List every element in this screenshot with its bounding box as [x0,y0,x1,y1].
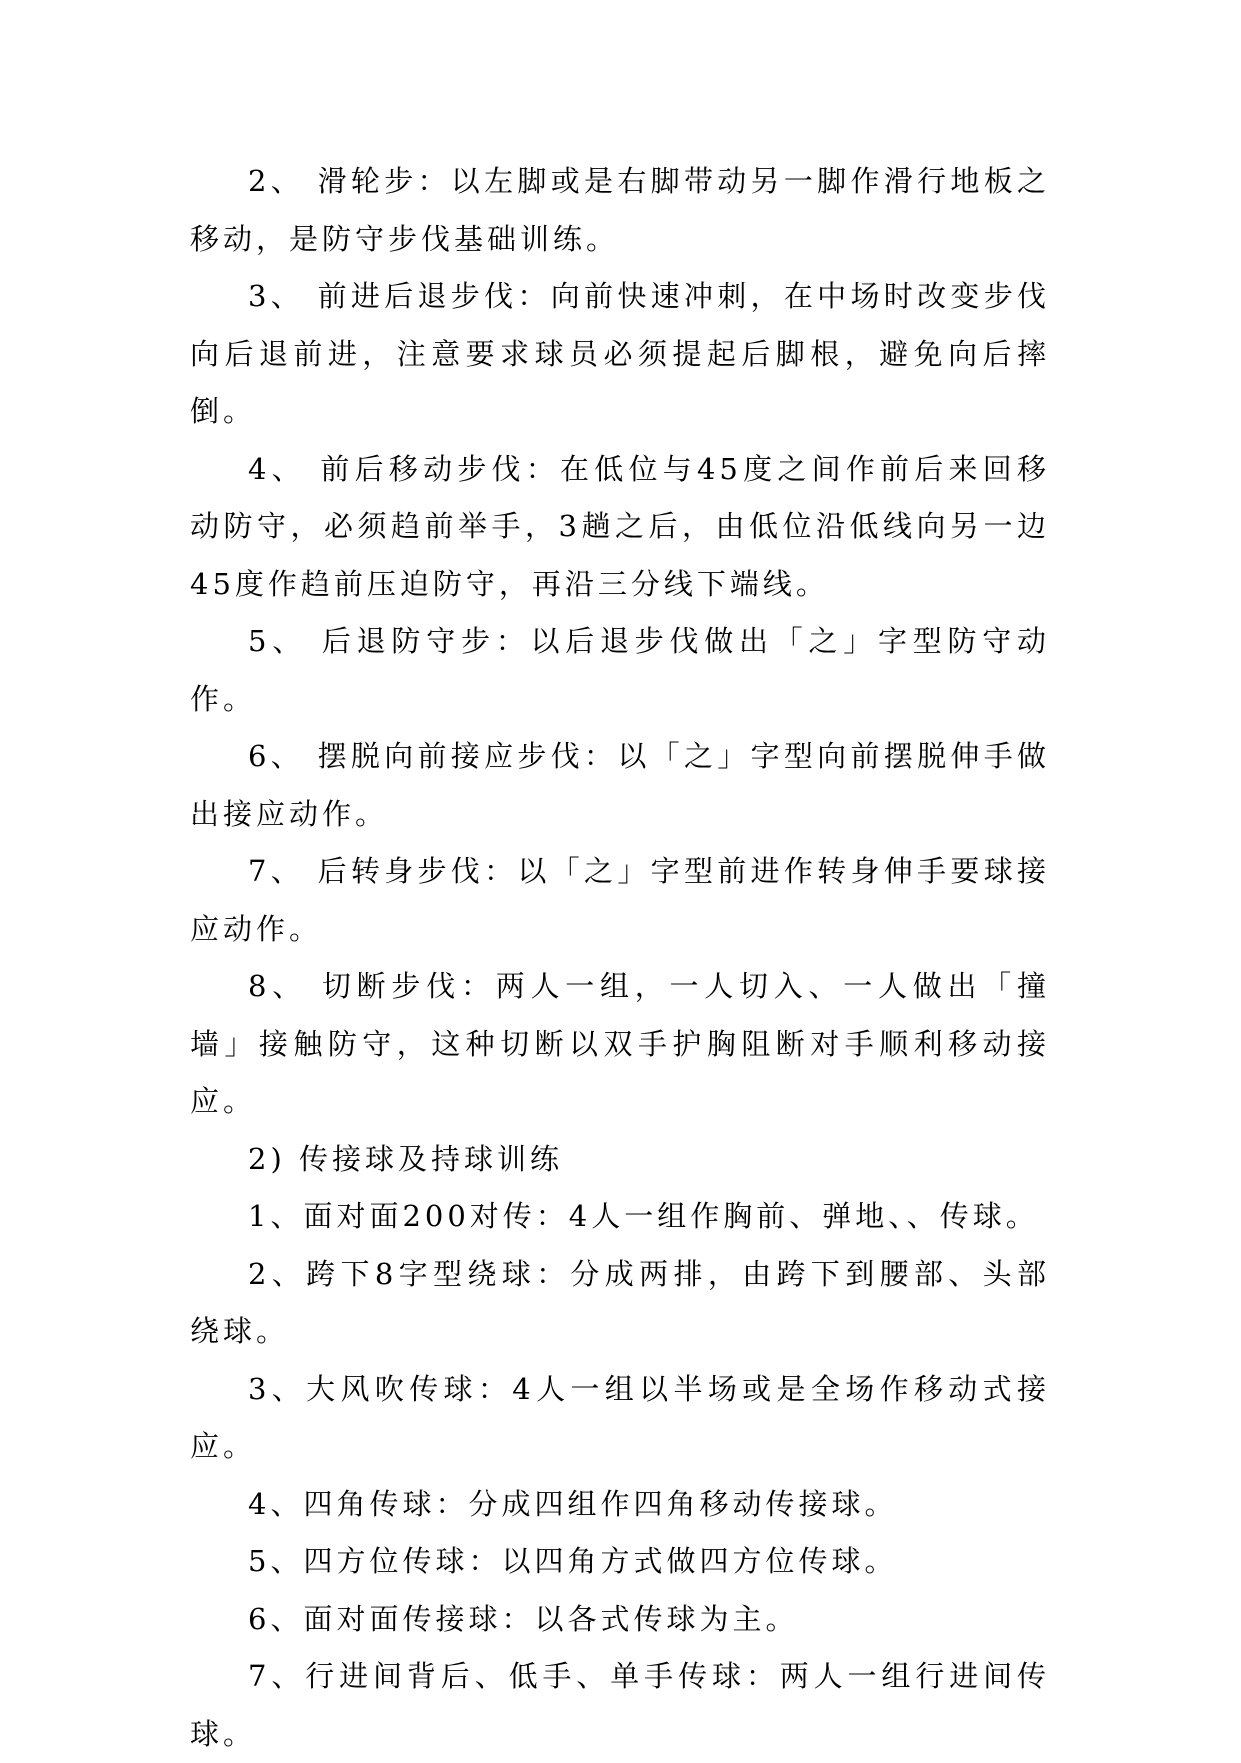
paragraph-four-corner-passing: 4、四角传球：分成四组作四角移动传接球。 [248,1486,898,1521]
paragraph-face-to-face-200: 1、面对面200对传：4人一组作胸前、弹地、、传球。 [248,1199,1039,1233]
paragraph-front-back-movement-step: 4、 前后移动步伐：在低位与45度之间作前后来回移动防守，必须趋前举手，3趟之后，由低位沿低线向另一边45度作趋前压迫防守，再沿三分线下端线。 [190,451,1050,601]
paragraph-slide-step: 2、 滑轮步：以左脚或是右脚带动另一脚作滑行地板之移动，是防守步伐基础训练。 [190,164,1050,256]
paragraph-figure-eight: 2、跨下8字型绕球：分成两排，由跨下到腰部、头部绕球。 [190,1256,1050,1348]
paragraph-back-turn-step: 7、 后转身步伐：以「之」字型前进作转身伸手要球接应动作。 [190,854,1050,946]
paragraph-big-wind-passing: 3、大风吹传球：4人一组以半场或是全场作移动式接应。 [190,1371,1050,1463]
document-body [190,153,1050,1763]
paragraph-moving-passing: 7、行进间背后、低手、单手传球：两人一组行进间传球。 [190,1659,1050,1751]
paragraph-face-to-face-passing: 6、面对面传接球：以各式传球为主。 [248,1601,799,1636]
paragraph-forward-backward-step: 3、 前进后退步伐：向前快速冲刺，在中场时改变步伐向后退前进，注意要求球员必须提起后脚根，避免向后摔倒。 [190,279,1050,428]
paragraph-four-direction-passing: 5、四方位传球：以四角方式做四方位传球。 [248,1544,898,1578]
paragraph-retreat-defense-step: 5、 后退防守步：以后退步伐做出「之」字型防守动作。 [190,624,1050,716]
paragraph-cut-step: 8、 切断步伐：两人一组，一人切入、一人做出「撞墙」接触防守，这种切断以双手护胸阻断对手顺利移动接应。 [190,969,1050,1118]
paragraph-break-away-step: 6、 摆脱向前接应步伐：以「之」字型向前摆脱伸手做出接应动作。 [190,739,1050,831]
section-heading-passing-training: 2) 传接球及持球训练 [248,1141,563,1176]
